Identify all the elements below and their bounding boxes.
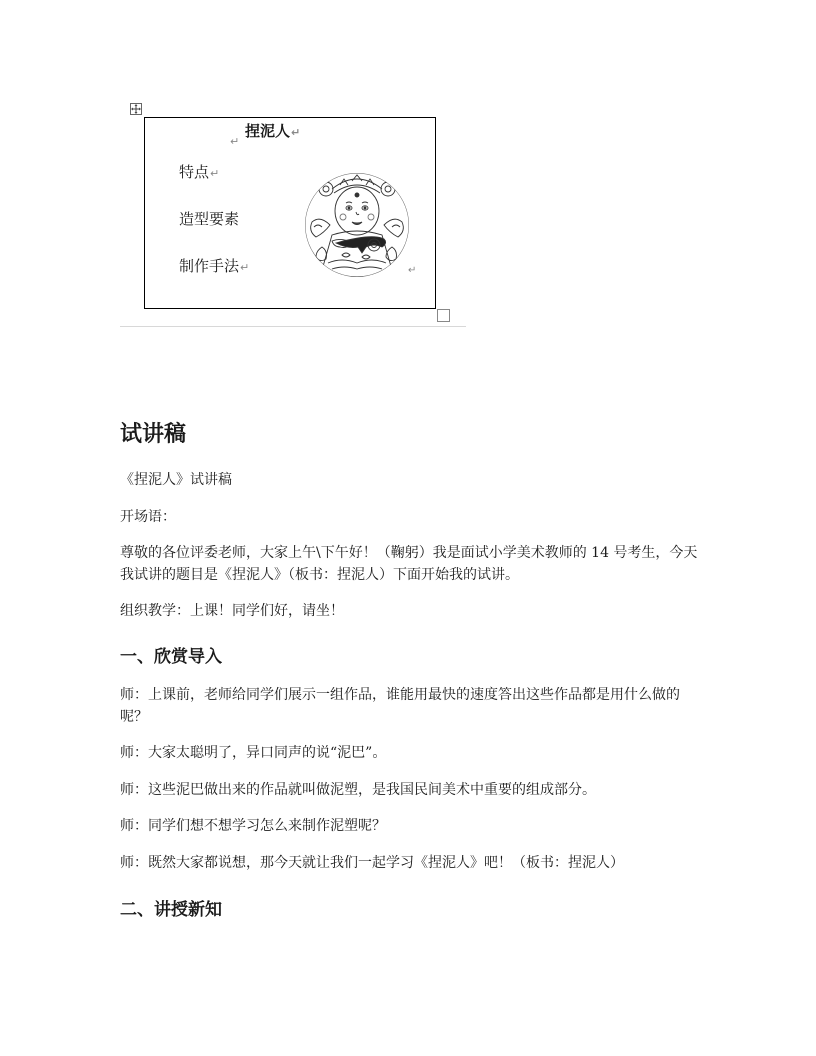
svg-text:↵: ↵: [408, 265, 416, 276]
table-resize-handle[interactable]: [437, 309, 450, 322]
table-bottom-divider: [120, 326, 466, 327]
board-title: 捏泥人↵: [245, 122, 301, 140]
paragraph-s1-4: 师：同学们想不想学习怎么来制作泥塑呢？: [120, 818, 386, 834]
section-heading-2: 二、讲授新知: [120, 900, 222, 920]
paragraph-greeting: 尊敬的各位评委老师，大家上午\下午好！（鞠躬）我是面试小学美术教师的 14 号考生，今天我试讲的题目是《捏泥人》（板书：捏泥人）下面开始我的试讲。: [120, 545, 698, 583]
board-item-features: 特点↵: [179, 163, 220, 181]
page-title: 试讲稿: [120, 422, 187, 447]
board-item-modeling-elements: 造型要素: [179, 210, 240, 228]
clay-doll-image: [302, 167, 416, 277]
board-item-techniques: 制作手法↵: [179, 257, 250, 275]
move-icon: [131, 104, 141, 114]
table-move-handle[interactable]: [130, 103, 142, 115]
paragraph-s1-1: 师：上课前，老师给同学们展示一组作品，谁能用最快的速度答出这些作品都是用什么做的呢？: [120, 687, 680, 725]
paragraph-opening-label: 开场语：: [120, 509, 176, 525]
section-heading-1: 一、欣赏导入: [120, 647, 222, 667]
paragraph-mark: ↵: [230, 135, 240, 148]
paragraph-s1-3: 师：这些泥巴做出来的作品就叫做泥塑，是我国民间美术中重要的组成部分。: [120, 782, 596, 798]
paragraph-organize: 组织教学：上课！同学们好，请坐！: [120, 603, 344, 619]
paragraph-subtitle: 《捏泥人》试讲稿: [120, 472, 232, 488]
paragraph-s1-2: 师：大家太聪明了，异口同声的说“泥巴”。: [120, 745, 387, 761]
paragraph-s1-5: 师：既然大家都说想，那今天就让我们一起学习《捏泥人》吧！（板书：捏泥人）: [120, 855, 624, 871]
